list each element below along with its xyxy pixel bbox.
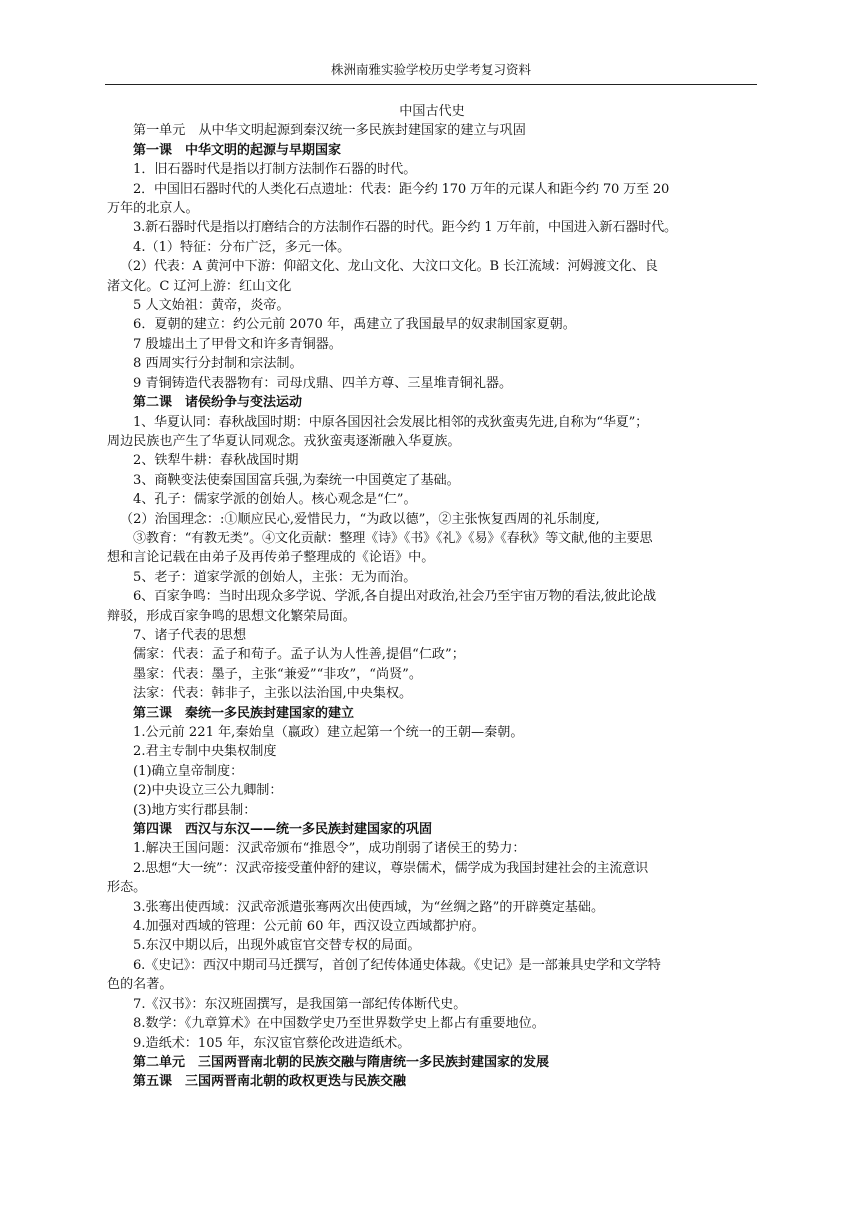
paragraph: (2)中央设立三公九卿制： [133,783,283,799]
paragraph: 1.解决王国问题：汉武帝颁布“推恩令”，成功削弱了诸侯王的势力： [133,841,526,857]
paragraph: 色的名著。 [107,977,173,993]
paragraph: 3、商鞅变法使秦国国富兵强,为秦统一中国奠定了基础。 [133,472,460,488]
paragraph: 5、老子：道家学派的创始人，主张：无为而治。 [133,569,417,585]
paragraph: 7.《汉书》：东汉班固撰写，是我国第一部纪传体断代史。 [133,996,467,1012]
paragraph: 2．中国旧石器时代的人类化石点遗址：代表：距今约 170 万年的元谋人和距今约 70 万至 20 [133,181,670,197]
lesson-heading: 第一课 中华文明的起源与早期国家 [133,142,342,158]
paragraph: 儒家：代表：孟子和荀子。孟子认为人性善,提倡“仁政”； [133,647,465,663]
paragraph: 4.（1）特征：分布广泛，多元一体。 [133,239,351,255]
paragraph: (3)地方实行郡县制： [133,802,257,818]
paragraph: 2、铁犁牛耕：春秋战国时期 [133,453,299,469]
paragraph: 9 青铜铸造代表器物有：司母戊鼎、四羊方尊、三星堆青铜礼器。 [133,375,513,391]
paragraph: 辩驳，形成百家争鸣的思想文化繁荣局面。 [107,608,356,624]
paragraph: 5 人文始祖：黄帝，炎帝。 [133,298,290,314]
paragraph: 3.张骞出使西域：汉武帝派遣张骞两次出使西域，为“丝绸之路”的开辟奠定基础。 [133,899,605,915]
paragraph: 2.君主专制中央集权制度 [133,744,277,760]
lesson-heading: 第四课 西汉与东汉——统一多民族封建国家的巩固 [133,822,433,838]
paragraph: （2）治国理念：:①顺应民心,爱惜民力，“为政以德”，②主张恢复西周的礼乐制度, [120,511,600,527]
paragraph: 1、华夏认同：春秋战国时期：中原各国因社会发展比相邻的戎狄蛮夷先进,自称为“华夏”； [133,414,649,430]
paragraph: 6、百家争鸣：当时出现众多学说、学派,各自提出对政治,社会乃至宇宙万物的看法,彼此论战 [133,589,656,605]
paragraph: 8 西周实行分封制和宗法制。 [133,356,303,372]
paragraph: 7、诸子代表的思想 [133,627,247,643]
unit-heading: 第二单元 三国两晋南北朝的民族交融与隋唐统一多民族封建国家的发展 [133,1054,550,1070]
paragraph: 渚文化。C 辽河上游：红山文化 [107,278,292,294]
paragraph: （2）代表：A 黄河中下游：仰韶文化、龙山文化、大汶口文化。B 长江流域：河姆渡文化、良 [120,259,658,275]
paragraph: ③教育：“有教无类”。④文化贡献：整理《诗》《书》《礼》《易》《春秋》等文献,他的主要思 [133,530,653,546]
paragraph: 6.《史记》：西汉中期司马迁撰写，首创了纪传体通史体裁。《史记》是一部兼具史学和文学特 [133,957,661,973]
lesson-heading: 第二课 诸侯纷争与变法运动 [133,395,303,411]
paragraph: 想和言论记载在由弟子及再传弟子整理成的《论语》中。 [107,550,435,566]
paragraph: 4、孔子：儒家学派的创始人。核心观念是“仁”。 [133,492,417,508]
paragraph: 1.公元前 221 年,秦始皇（嬴政）建立起第一个统一的王朝—秦朝。 [133,725,524,740]
paragraph: 6．夏朝的建立：约公元前 2070 年，禹建立了我国最早的奴隶制国家夏朝。 [133,317,576,333]
paragraph: 9.造纸术：105 年，东汉宦官蔡伦改进造纸术。 [133,1035,411,1051]
paragraph: 8.数学：《九章算术》在中国数学史乃至世界数学史上都占有重要地位。 [133,1016,545,1032]
paragraph: 2.思想“大一统”：汉武帝接受董仲舒的建议，尊崇儒术，儒学成为我国封建社会的主流意识 [133,860,649,876]
paragraph: 1．旧石器时代是指以打制方法制作石器的时代。 [133,162,417,178]
paragraph: 4.加强对西域的管理：公元前 60 年，西汉设立西域都护府。 [133,919,485,935]
paragraph: 墨家：代表：墨子，主张“兼爱”“非攻”，“尚贤”。 [133,666,422,682]
paragraph: 形态。 [107,880,147,896]
document-body [107,102,757,1092]
page-header: 株洲南雅实验学校历史学考复习资料 [330,62,531,77]
paragraph: 3.新石器时代是指以打磨结合的方法制作石器的时代。距今约 1 万年前，中国进入新石器时代。 [133,220,677,236]
paragraph: 周边民族也产生了华夏认同观念。戎狄蛮夷逐渐融入华夏族。 [107,433,461,449]
header-divider [105,84,757,85]
document-title: 中国古代史 [399,104,465,119]
paragraph: 法家：代表：韩非子，主张以法治国,中央集权。 [133,686,413,702]
lesson-heading: 第五课 三国两晋南北朝的政权更迭与民族交融 [133,1074,407,1090]
lesson-heading: 第三课 秦统一多民族封建国家的建立 [133,705,355,721]
paragraph: 万年的北京人。 [107,201,199,217]
unit-heading: 第一单元 从中华文明起源到秦汉统一多民族封建国家的建立与巩固 [133,123,526,139]
paragraph: (1)确立皇帝制度： [133,763,244,779]
paragraph: 5.东汉中期以后，出现外戚宦官交替专权的局面。 [133,938,421,954]
paragraph: 7 殷墟出土了甲骨文和许多青铜器。 [133,336,342,352]
